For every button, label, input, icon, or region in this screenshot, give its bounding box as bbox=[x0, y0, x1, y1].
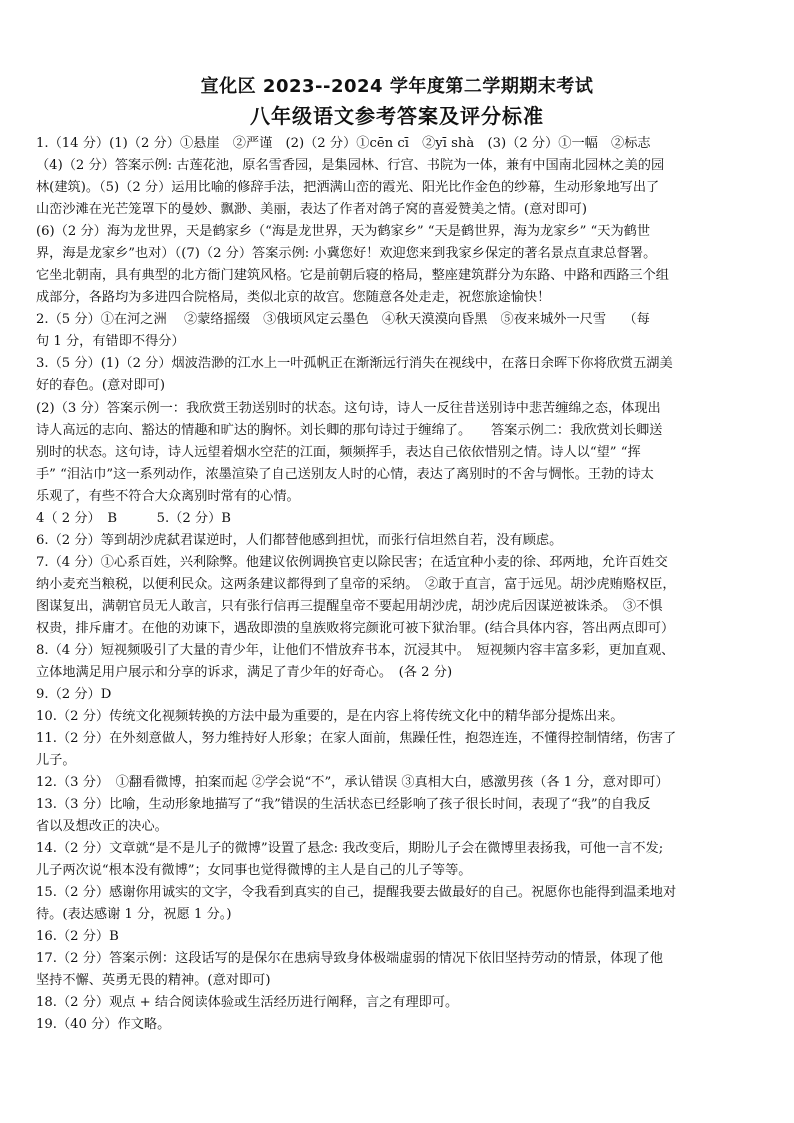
answer-line: 纳小麦充当粮税，以便利民众。这两条建议都得到了皇帝的采纳。 ②敢于直言，富于远见。胡沙虎贿赂权臣， bbox=[36, 577, 676, 592]
answer-line: 它坐北朝南，具有典型的北方衙门建筑风格。它是前朝后寝的格局，整座建筑群分为东路、中路和西路三个组 bbox=[36, 268, 669, 283]
answer-line: 11.（2 分）在外刻意做人，努力维持好人形象；在家人面前，焦躁任性，抱怨连连，不懂得控制情绪，伤害了 bbox=[36, 731, 677, 746]
answer-line: 山峦沙滩在光芒笼罩下的曼妙、飘渺、美丽，表达了作者对鸽子窝的喜爱赞美之情。(意对即可) bbox=[36, 202, 587, 217]
answer-line: 诗人高远的志向、豁达的情趣和旷达的胸怀。刘长卿的那句诗过于缠绵了。 答案示例二：我欣赏刘长卿送 bbox=[36, 423, 663, 438]
answer-line: 权贵，排斥庸才。在他的劝谏下，遇敌即溃的皇族败将完颜讹可被下狱治罪。(结合具体内容，答出两点即可） bbox=[36, 621, 675, 636]
answer-line: 3.（5 分）(1)（2 分）烟波浩渺的江水上一叶孤帆正在渐渐远行消失在视线中，在落日余晖下你将欣赏五湖美 bbox=[36, 356, 673, 371]
answer-line: 10.（2 分）传统文化视频转换的方法中最为重要的，是在内容上将传统文化中的精华部分提炼出来。 bbox=[36, 709, 624, 724]
answer-line: 儿子两次说“根本没有微博”；女同事也觉得微博的主人是自己的儿子等等。 bbox=[36, 863, 472, 878]
answer-line: 坚持不懈、英勇无畏的精神。(意对即可) bbox=[36, 973, 271, 988]
answer-line: 12.（3 分） ①翻看微博，拍案而起 ②学会说“不”，承认错误 ③真相大白，感激男孩（各 1 分，意对即可） bbox=[36, 775, 669, 790]
answer-line: 8.（4 分）短视频吸引了大量的青少年，让他们不惜放弃书本，沉浸其中。 短视频内容丰富多彩，更加直观、 bbox=[36, 643, 675, 658]
answer-line: 待。(表达感谢 1 分，祝愿 1 分。) bbox=[36, 907, 232, 922]
answer-line: 13.（3 分）比喻，生动形象地描写了“我”错误的生活状态已经影响了孩子很长时间，表现了“我”的自我反 bbox=[36, 797, 651, 812]
answer-line: 省以及想改正的决心。 bbox=[36, 819, 168, 834]
answer-line: 1.（14 分）(1)（2 分）①悬崖 ②严谨 (2)（2 分）①cēn cī ②yī shà (3)（2 分）①一幅 ②标志 bbox=[36, 136, 651, 151]
answer-line: 15.（2 分）感谢你用诚实的文字，令我看到真实的自己，提醒我要去做最好的自己。祝愿你也能得到温柔地对 bbox=[36, 885, 677, 900]
answer-line: 别时的状态。这句诗，诗人远望着烟水空茫的江面，频频挥手，表达自己依依惜别之情。诗人以“望” “挥 bbox=[36, 445, 641, 460]
answer-line: (6)（2 分）海为龙世界，天是鹤家乡（“海是龙世界，天为鹤家乡” “天是鹤世界，海为龙家乡” “天为鹤世 bbox=[36, 224, 651, 239]
answer-line: 6.（2 分）等到胡沙虎弑君谋逆时，人们都替他感到担忧，而张行信坦然自若，没有顾虑。 bbox=[36, 533, 563, 548]
answer-line: 2.（5 分）①在河之洲 ②蒙络摇缀 ③俄顷风定云墨色 ④秋天漠漠向昏黑 ⑤夜来城外一尺雪 （每 bbox=[36, 312, 650, 327]
answer-line: (2)（3 分）答案示例一：我欣赏王勃送别时的状态。这句诗，诗人一反往昔送别诗中悲苦缠绵之态，体现出 bbox=[36, 401, 661, 416]
answer-line: 儿子。 bbox=[36, 753, 76, 768]
answer-line: 句 1 分，有错即不得分） bbox=[36, 334, 185, 349]
answer-line: （4)（2 分）答案示例: 古莲花池，原名雪香园，是集园林、行宫、书院为一体，兼有中国南北园林之美的园 bbox=[36, 158, 665, 173]
answer-line: 9.（2 分）D bbox=[36, 687, 112, 702]
answer-line: 好的春色。(意对即可) bbox=[36, 378, 165, 393]
answer-line: 乐观了，有些不符合大众离别时常有的心情。 bbox=[36, 489, 300, 504]
answer-line: 16.（2 分）B bbox=[36, 929, 119, 944]
answer-line: 14.（2 分）文章就“是不是儿子的微博”设置了悬念: 我改变后，期盼儿子会在微博里表扬我，可他一言不发; bbox=[36, 841, 664, 856]
document-subtitle: 八年级语文参考答案及评分标准 bbox=[250, 104, 544, 128]
exam-title: 宣化区 2023--2024 学年度第二学期期末考试 bbox=[200, 76, 594, 97]
answer-line: 林(建筑)。（5)（2 分）运用比喻的修辞手法，把洒满山峦的霞光、阳光比作金色的纱幕，生动形象地写出了 bbox=[36, 180, 660, 195]
answer-line: 成部分，各路均为多进四合院格局，类似北京的故宫。您随意各处走走，祝您旅途愉快！ bbox=[36, 290, 551, 305]
answer-line: 18.（2 分）观点 + 结合阅读体验或生活经历进行阐释，言之有理即可。 bbox=[36, 995, 459, 1010]
answer-line: 手” “泪沾巾”这一系列动作，浓墨渲染了自己送别友人时的心情，表达了离别时的不舍与惆怅。王勃的诗太 bbox=[36, 467, 654, 482]
answer-line: 4（ 2 分） B 5.（2 分）B bbox=[36, 511, 231, 526]
answer-line: 17.（2 分）答案示例：这段话写的是保尔在患病导致身体极端虚弱的情况下依旧坚持劳动的情景，体现了他 bbox=[36, 951, 663, 966]
answer-line: 图谋复出，满朝官员无人敢言，只有张行信再三提醒皇帝不要起用胡沙虎，胡沙虎后因谋逆被诛杀。 ③不惧 bbox=[36, 599, 663, 614]
answer-line: 立体地满足用户展示和分享的诉求，满足了青少年的好奇心。 (各 2 分) bbox=[36, 665, 453, 680]
answer-line: 界，海是龙家乡”也对）（(7)（2 分）答案示例: 小冀您好！欢迎您来到我家乡保定的著名景点直隶总督署。 bbox=[36, 246, 657, 261]
answer-line: 7.（4 分）①心系百姓，兴利除弊。他建议依例调换官吏以除民害；在适宜种小麦的徐、邳两地，允许百姓交 bbox=[36, 555, 668, 570]
answer-line: 19.（40 分）作文略。 bbox=[36, 1017, 171, 1032]
